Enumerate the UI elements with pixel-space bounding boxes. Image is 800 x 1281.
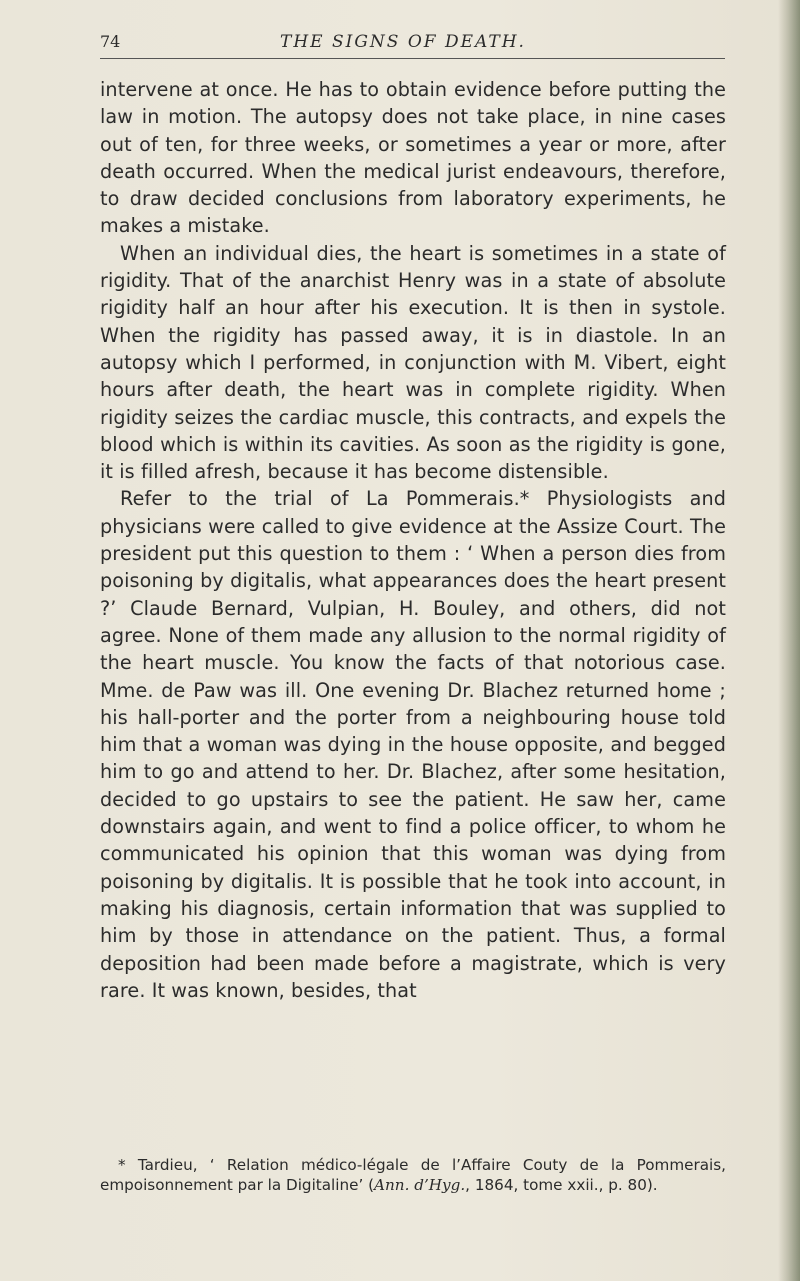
body-text	[100, 76, 726, 1004]
paragraph-2: When an individual dies, the heart is sometimes in a state of rigidity. That of the anarchist Henry was in a state of absolute rigidity half an hour after his execution. It is then in systole. When the rigidity has passed away, it is in diastole. In an autopsy which I performed, in conjunction with M. Vibert, eight hours after death, the heart was in complete rigidity. When rigidity seizes the cardiac muscle, this contracts, and expels the blood which is within its cavities. As soon as the rigidity is gone, it is filled afresh, because it has become distensible.	[100, 241, 726, 484]
paragraph-3: Refer to the trial of La Pommerais.* Physiologists and physicians were called to give evidence at the Assize Court. The president put this question to them : ‘ When a person dies from poisoning by digitalis, what appearances does the heart present ?’ Claude Bernard, Vulpian, H. Bouley, and others, did not agree. None of them made any allusion to the normal rigidity of the heart muscle. You know the facts of that notorious case. Mme. de Paw was ill. One evening Dr. Blachez returned home ; his hall-porter and the porter from a neighbouring house told him that a woman was dying in the house opposite, and begged him to go and attend to her. Dr. Blachez, after some hesitation, decided to go upstairs to see the patient. He saw her, came downstairs again, and went to find a police officer, to whom he communicated his opinion that this woman was dying from poisoning by digitalis. It is possible that he took into account, in making his diagnosis, certain information that was supplied to him by those in attendance on the patient. Thus, a formal deposition had been made before a magistrate, which is very rare. It was known, besides, that	[100, 487, 726, 1002]
footnote-citation: * Tardieu, ‘ Relation médico-légale de l’Affaire Couty de la Pommerais, empoisonnement par la Digitaline’ (	[100, 1156, 726, 1194]
page-number: 74	[100, 32, 121, 51]
footnote-journal: Ann. d’Hyg.	[374, 1176, 466, 1194]
page-edge-shadow	[778, 0, 800, 1281]
running-head: THE SIGNS OF DEATH.	[280, 32, 526, 52]
footnote-citation-end: , 1864, tome xxii., p. 80).	[465, 1176, 658, 1194]
paragraph-1: intervene at once. He has to obtain evidence before putting the law in motion. The autopsy does not take place, in nine cases out of ten, for three weeks, or sometimes a year or more, after death occurred. When the medical jurist endeavours, therefore, to draw decided conclusions from laboratory experiments, he makes a mistake.	[100, 78, 726, 238]
footnote-text	[100, 1155, 726, 1195]
page-header	[100, 32, 725, 59]
footnote	[100, 1155, 726, 1195]
